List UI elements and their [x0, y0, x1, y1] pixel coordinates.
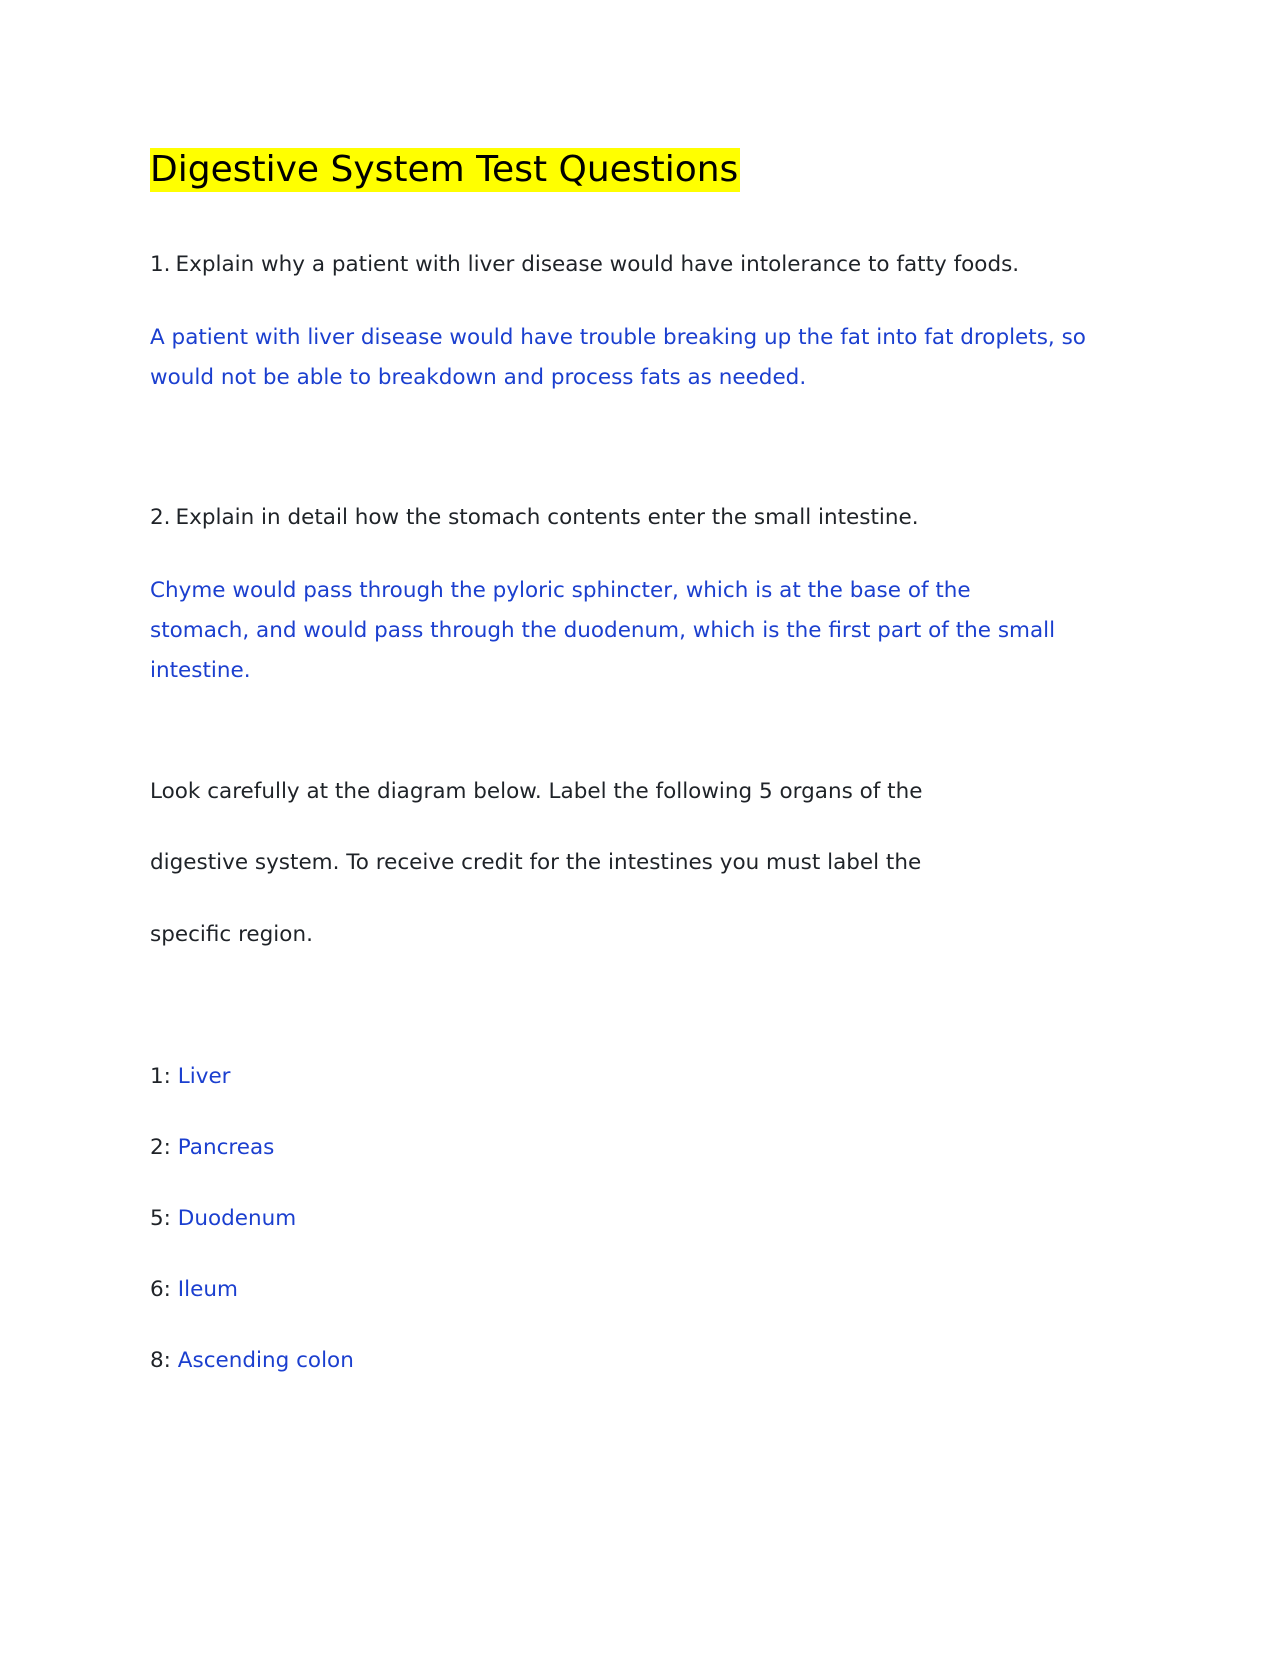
label-number: 8:	[150, 1348, 171, 1373]
answer-2-line: intestine.	[150, 658, 251, 683]
label-item	[150, 1063, 231, 1091]
answer-2	[150, 571, 1110, 691]
instruction-line: digestive system. To receive credit for the intestines you must label the	[150, 850, 922, 875]
label-answer: Ascending colon	[177, 1348, 354, 1373]
label-number: 5:	[150, 1206, 171, 1231]
question-2	[150, 504, 919, 532]
label-item	[150, 1276, 238, 1304]
instruction-line: specific region.	[150, 922, 313, 947]
answer-1-line: would not be able to breakdown and process fats as needed.	[150, 365, 807, 390]
question-2-number: 2.	[150, 505, 171, 530]
label-number: 6:	[150, 1277, 171, 1302]
question-1	[150, 251, 1019, 279]
label-answer: Duodenum	[177, 1206, 297, 1231]
label-item	[150, 1134, 274, 1162]
label-item	[150, 1205, 296, 1233]
label-item	[150, 1347, 354, 1375]
answer-2-line: stomach, and would pass through the duodenum, which is the first part of the small	[150, 618, 1056, 643]
label-answer: Pancreas	[177, 1135, 275, 1160]
answer-1	[150, 318, 1110, 398]
label-number: 1:	[150, 1064, 171, 1089]
question-1-text: Explain why a patient with liver disease would have intolerance to fatty foods.	[175, 252, 1020, 277]
answer-1-line: A patient with liver disease would have trouble breaking up the fat into fat droplets, so	[150, 325, 1086, 350]
label-answer: Liver	[177, 1064, 231, 1089]
label-number: 2:	[150, 1135, 171, 1160]
question-2-text: Explain in detail how the stomach contents enter the small intestine.	[175, 505, 919, 530]
answer-2-line: Chyme would pass through the pyloric sphincter, which is at the base of the	[150, 578, 971, 603]
page-title: Digestive System Test Questions	[150, 149, 739, 190]
question-1-number: 1.	[150, 252, 171, 277]
label-answer: Ileum	[177, 1277, 238, 1302]
instruction-line: Look carefully at the diagram below. Label the following 5 organs of the	[150, 779, 923, 804]
